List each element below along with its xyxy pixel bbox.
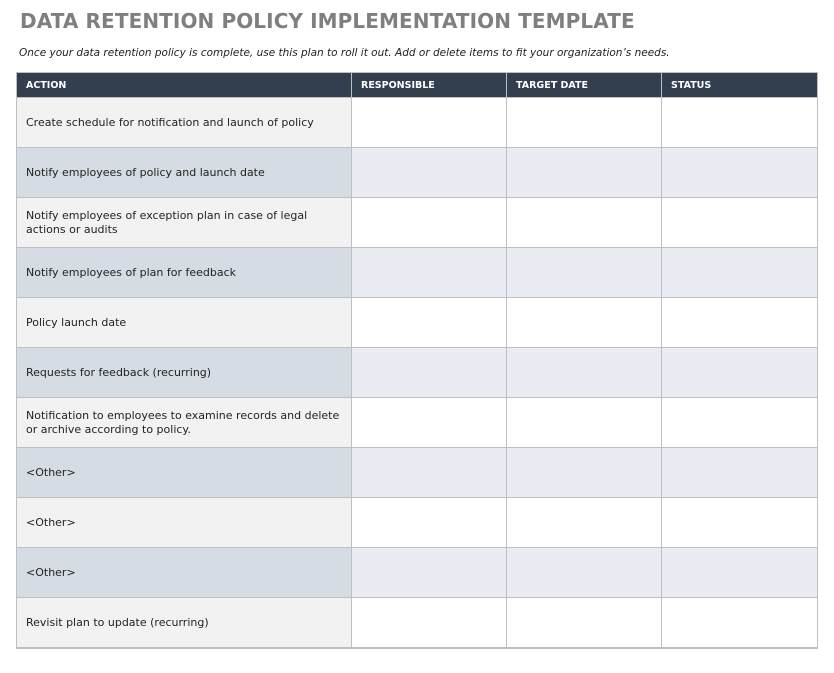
responsible-cell[interactable]: [352, 598, 507, 649]
action-cell[interactable]: <Other>: [17, 498, 352, 548]
responsible-cell[interactable]: [352, 348, 507, 398]
status-cell[interactable]: [662, 298, 818, 348]
action-cell[interactable]: Notify employees of plan for feedback: [17, 248, 352, 298]
target-date-cell[interactable]: [507, 98, 662, 148]
action-cell[interactable]: Policy launch date: [17, 298, 352, 348]
target-date-cell[interactable]: [507, 198, 662, 248]
status-cell[interactable]: [662, 98, 818, 148]
table-row: [17, 448, 818, 498]
status-cell[interactable]: [662, 548, 818, 598]
responsible-cell[interactable]: [352, 148, 507, 198]
responsible-cell[interactable]: [352, 398, 507, 448]
table-row: [17, 248, 818, 298]
target-date-cell[interactable]: [507, 598, 662, 649]
status-cell[interactable]: [662, 448, 818, 498]
action-cell[interactable]: Notify employees of policy and launch date: [17, 148, 352, 198]
target-date-cell[interactable]: [507, 398, 662, 448]
status-cell[interactable]: [662, 198, 818, 248]
action-cell[interactable]: <Other>: [17, 448, 352, 498]
status-cell[interactable]: [662, 248, 818, 298]
status-cell[interactable]: [662, 598, 818, 649]
table-row: [17, 298, 818, 348]
responsible-cell[interactable]: [352, 248, 507, 298]
responsible-cell[interactable]: [352, 298, 507, 348]
action-cell[interactable]: Revisit plan to update (recurring): [17, 598, 352, 649]
action-cell[interactable]: <Other>: [17, 548, 352, 598]
action-cell[interactable]: Requests for feedback (recurring): [17, 348, 352, 398]
table-row: [17, 548, 818, 598]
action-cell[interactable]: Notify employees of exception plan in case of legal actions or audits: [17, 198, 352, 248]
target-date-cell[interactable]: [507, 448, 662, 498]
column-header-status: STATUS: [662, 73, 818, 98]
table-row: [17, 98, 818, 148]
responsible-cell[interactable]: [352, 198, 507, 248]
target-date-cell[interactable]: [507, 548, 662, 598]
status-cell[interactable]: [662, 498, 818, 548]
target-date-cell[interactable]: [507, 348, 662, 398]
status-cell[interactable]: [662, 148, 818, 198]
target-date-cell[interactable]: [507, 148, 662, 198]
table-row: [17, 498, 818, 548]
table-row: [17, 198, 818, 248]
target-date-cell[interactable]: [507, 248, 662, 298]
table-row: [17, 148, 818, 198]
table-header-row: [17, 73, 818, 98]
status-cell[interactable]: [662, 348, 818, 398]
target-date-cell[interactable]: [507, 298, 662, 348]
column-header-action: ACTION: [17, 73, 352, 98]
responsible-cell[interactable]: [352, 98, 507, 148]
page-instructions: Once your data retention policy is complete, use this plan to roll it out. Add or delete items to fit your organization’s needs.: [19, 47, 670, 59]
table-row: [17, 348, 818, 398]
column-header-responsible: RESPONSIBLE: [352, 73, 507, 98]
status-cell[interactable]: [662, 398, 818, 448]
table-row: [17, 598, 818, 649]
page-title: DATA RETENTION POLICY IMPLEMENTATION TEMPLATE: [20, 9, 635, 33]
action-cell[interactable]: Notification to employees to examine records and delete or archive according to policy.: [17, 398, 352, 448]
target-date-cell[interactable]: [507, 498, 662, 548]
column-header-target-date: TARGET DATE: [507, 73, 662, 98]
implementation-plan-table: [16, 72, 818, 649]
responsible-cell[interactable]: [352, 448, 507, 498]
responsible-cell[interactable]: [352, 548, 507, 598]
action-cell[interactable]: Create schedule for notification and launch of policy: [17, 98, 352, 148]
table-row: [17, 398, 818, 448]
responsible-cell[interactable]: [352, 498, 507, 548]
